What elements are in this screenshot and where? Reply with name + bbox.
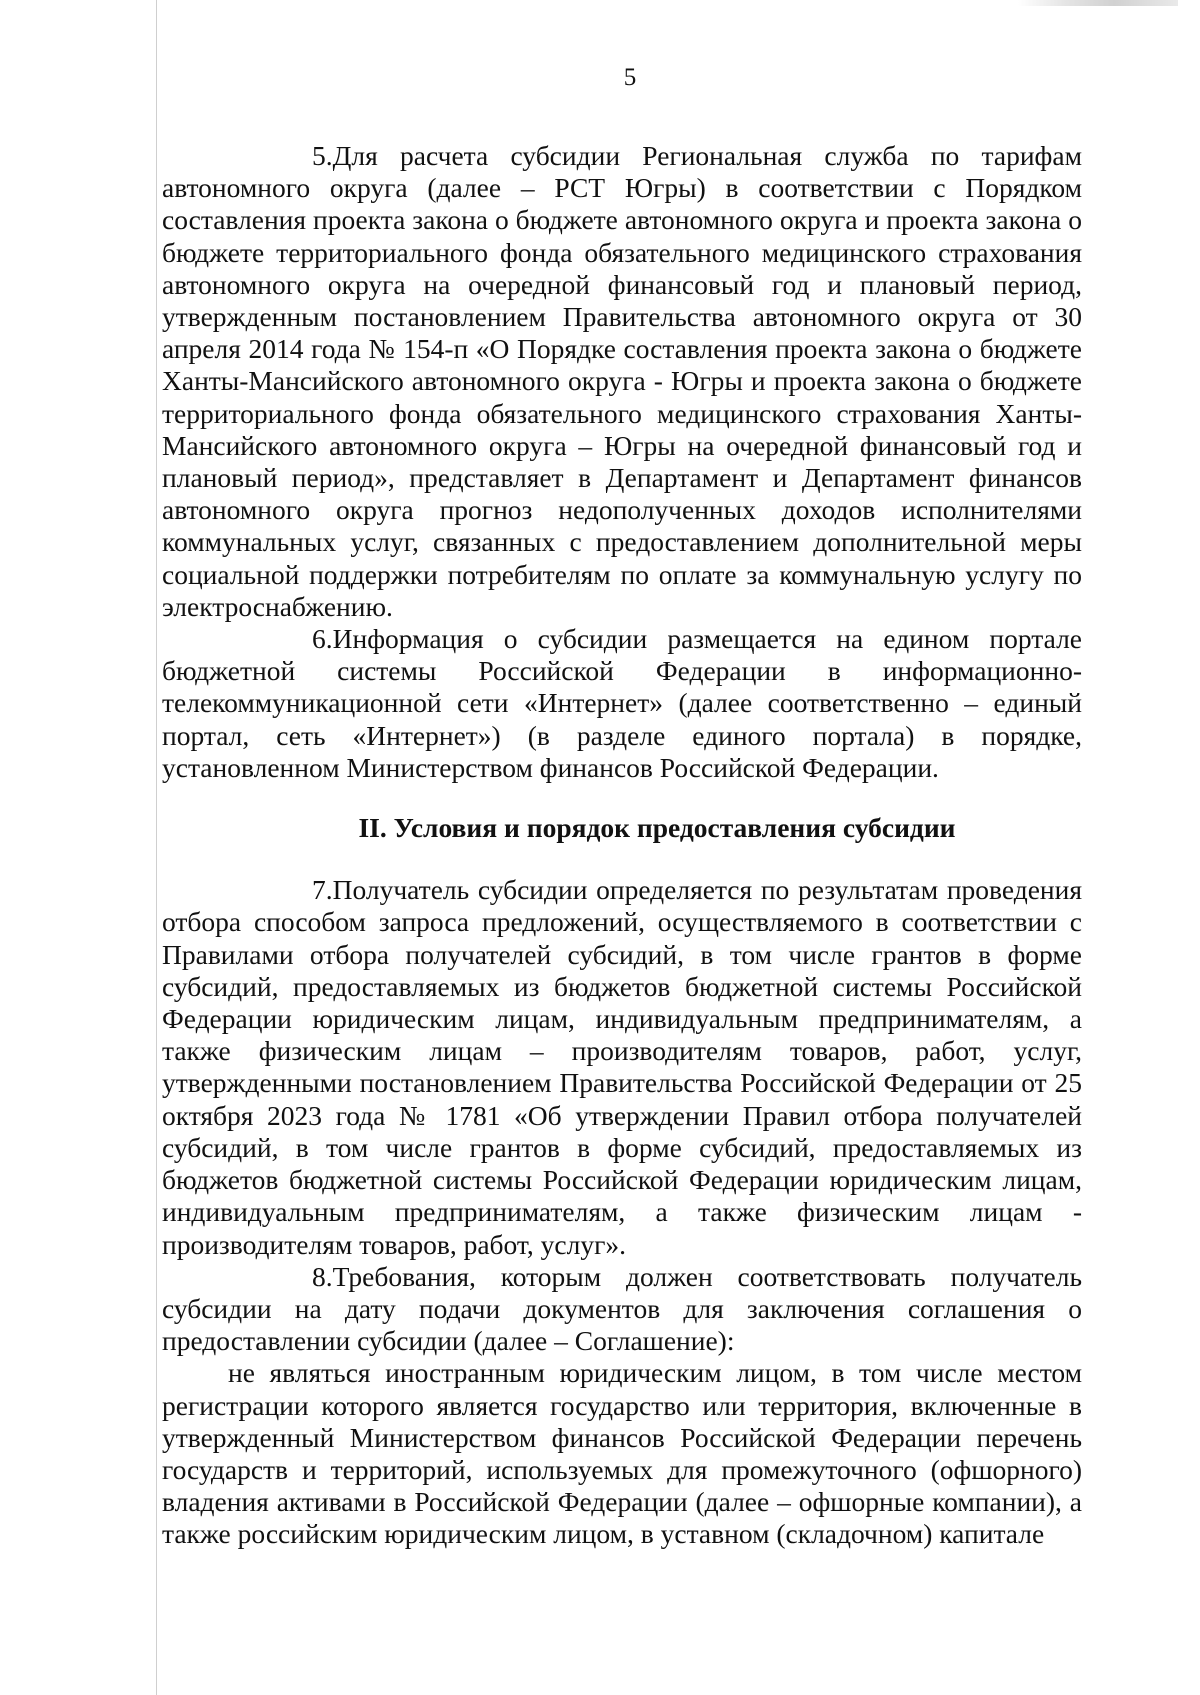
paragraph-text: Требования, которым должен соответствовать получатель субсидии на дату подачи документов для заключения соглашения о предоставлении субсидии (далее – Соглашение): bbox=[162, 1260, 1082, 1357]
section-heading: II. Условия и порядок предоставления субсидии bbox=[358, 812, 956, 844]
paragraph-text: Для расчета субсидии Региональная служба по тарифам автономного округа (далее – РСТ Югры) в соответствии с Порядком составления проекта закона о бюджете автономного округа и проекта закона о бюджете территориального фонда обязательного медицинского страхования автономного округа на очередной финансовый год и плановый период, утвержденным постановлением Правительства автономного округа от 30 апреля 2014 года № 154-п «О Порядке составления проекта закона о бюджете Ханты-Мансийского автономного округа - Югры и проекта закона о бюджете территориального фонда обязательного медицинского страхования Ханты-Мансийского автономного округа – Югры на очередной финансовый год и плановый период», представляет в Департамент и Департамент финансов автономного округа прогноз недополученных доходов исполнителями коммунальных услуг, связанных с предоставлением дополнительной меры социальной поддержки потребителям по оплате за коммунальную услугу по электроснабжению. bbox=[162, 140, 1082, 622]
paragraph-7 bbox=[162, 874, 1082, 1260]
page-number: 5 bbox=[623, 64, 637, 91]
paragraph-6 bbox=[162, 623, 1082, 784]
scan-edge-line bbox=[156, 0, 157, 1695]
paragraph-8 bbox=[162, 1261, 1082, 1358]
paragraph-number: 8. bbox=[312, 1260, 333, 1292]
paragraph-number: 7. bbox=[312, 874, 333, 906]
paragraph-number: 5. bbox=[312, 140, 333, 171]
paragraph-text: Информация о субсидии размещается на едином портале бюджетной системы Российской Федерации в информационно-телекоммуникационной сети «Интернет» (далее соответственно – единый портал, сеть «Интернет») (в разделе единого портала) в порядке, установленном Министерством финансов Российской Федерации. bbox=[162, 623, 1082, 783]
paragraph-5 bbox=[162, 140, 1082, 623]
document-body bbox=[162, 140, 1082, 1551]
scan-artifact-mark bbox=[1018, 0, 1178, 6]
paragraph-text: не являться иностранным юридическим лицом, в том числе местом регистрации которого является государство или территория, включенные в утвержденный Министерством финансов Российской Федерации перечень государств и территорий, используемых для промежуточного (офшорного) владения активами в Российской Федерации (далее – офшорные компании), а также российским юридическим лицом, в уставном (складочном) капитале bbox=[162, 1357, 1082, 1550]
paragraph-8-requirement bbox=[162, 1357, 1082, 1550]
paragraph-number: 6. bbox=[312, 623, 333, 655]
paragraph-text: Получатель субсидии определяется по результатам проведения отбора способом запроса предложений, осуществляемого в соответствии с Правилами отбора получателей субсидий, в том числе грантов в форме субсидий, предоставляемых из бюджетов бюджетной системы Российской Федерации юридическим лицам, индивидуальным предпринимателям, а также физическим лицам – производителям товаров, работ, услуг, утвержденными постановлением Правительства Российской Федерации от 25 октября 2023 года № 1781 «Об утверждении Правил отбора получателей субсидий, в том числе грантов в форме субсидий, предоставляемых из бюджетов бюджетной системы Российской Федерации юридическим лицам, индивидуальным предпринимателям, а также физическим лицам - производителям товаров, работ, услуг». bbox=[162, 874, 1082, 1260]
